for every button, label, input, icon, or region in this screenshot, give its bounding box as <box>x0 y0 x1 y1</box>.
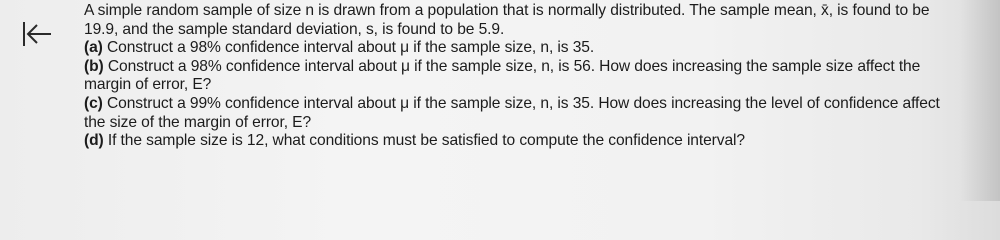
question-part-a <box>84 39 964 58</box>
part-label: (b) <box>84 57 104 75</box>
question-part-b <box>84 58 964 95</box>
part-label: (c) <box>84 94 103 112</box>
part-label: (a) <box>84 39 103 57</box>
question-text <box>84 2 964 151</box>
part-text: Construct a 98% confidence interval about μ if the sample size, n, is 56. How does increasing the sample size affect the margin of error, E? <box>84 57 921 94</box>
part-text: If the sample size is 12, what conditions must be satisfied to compute the confidence interval? <box>107 132 745 150</box>
question-part-d <box>84 132 964 151</box>
back-button[interactable] <box>22 21 52 47</box>
question-part-c <box>84 95 964 132</box>
arrow-left-bar-icon <box>22 21 52 47</box>
part-text: Construct a 99% confidence interval about μ if the sample size, n, is 35. How does increasing the level of confidence affect the size of the margin of error, E? <box>84 94 940 131</box>
question-intro: A simple random sample of size n is drawn from a population that is normally distributed. The sample mean, x̄, is found to be 19.9, and the sample standard deviation, s, is found to be 5.9. <box>84 2 930 38</box>
part-label: (d) <box>84 132 104 150</box>
page-edge-shadow <box>960 0 1000 201</box>
part-text: Construct a 98% confidence interval about μ if the sample size, n, is 35. <box>107 39 595 57</box>
